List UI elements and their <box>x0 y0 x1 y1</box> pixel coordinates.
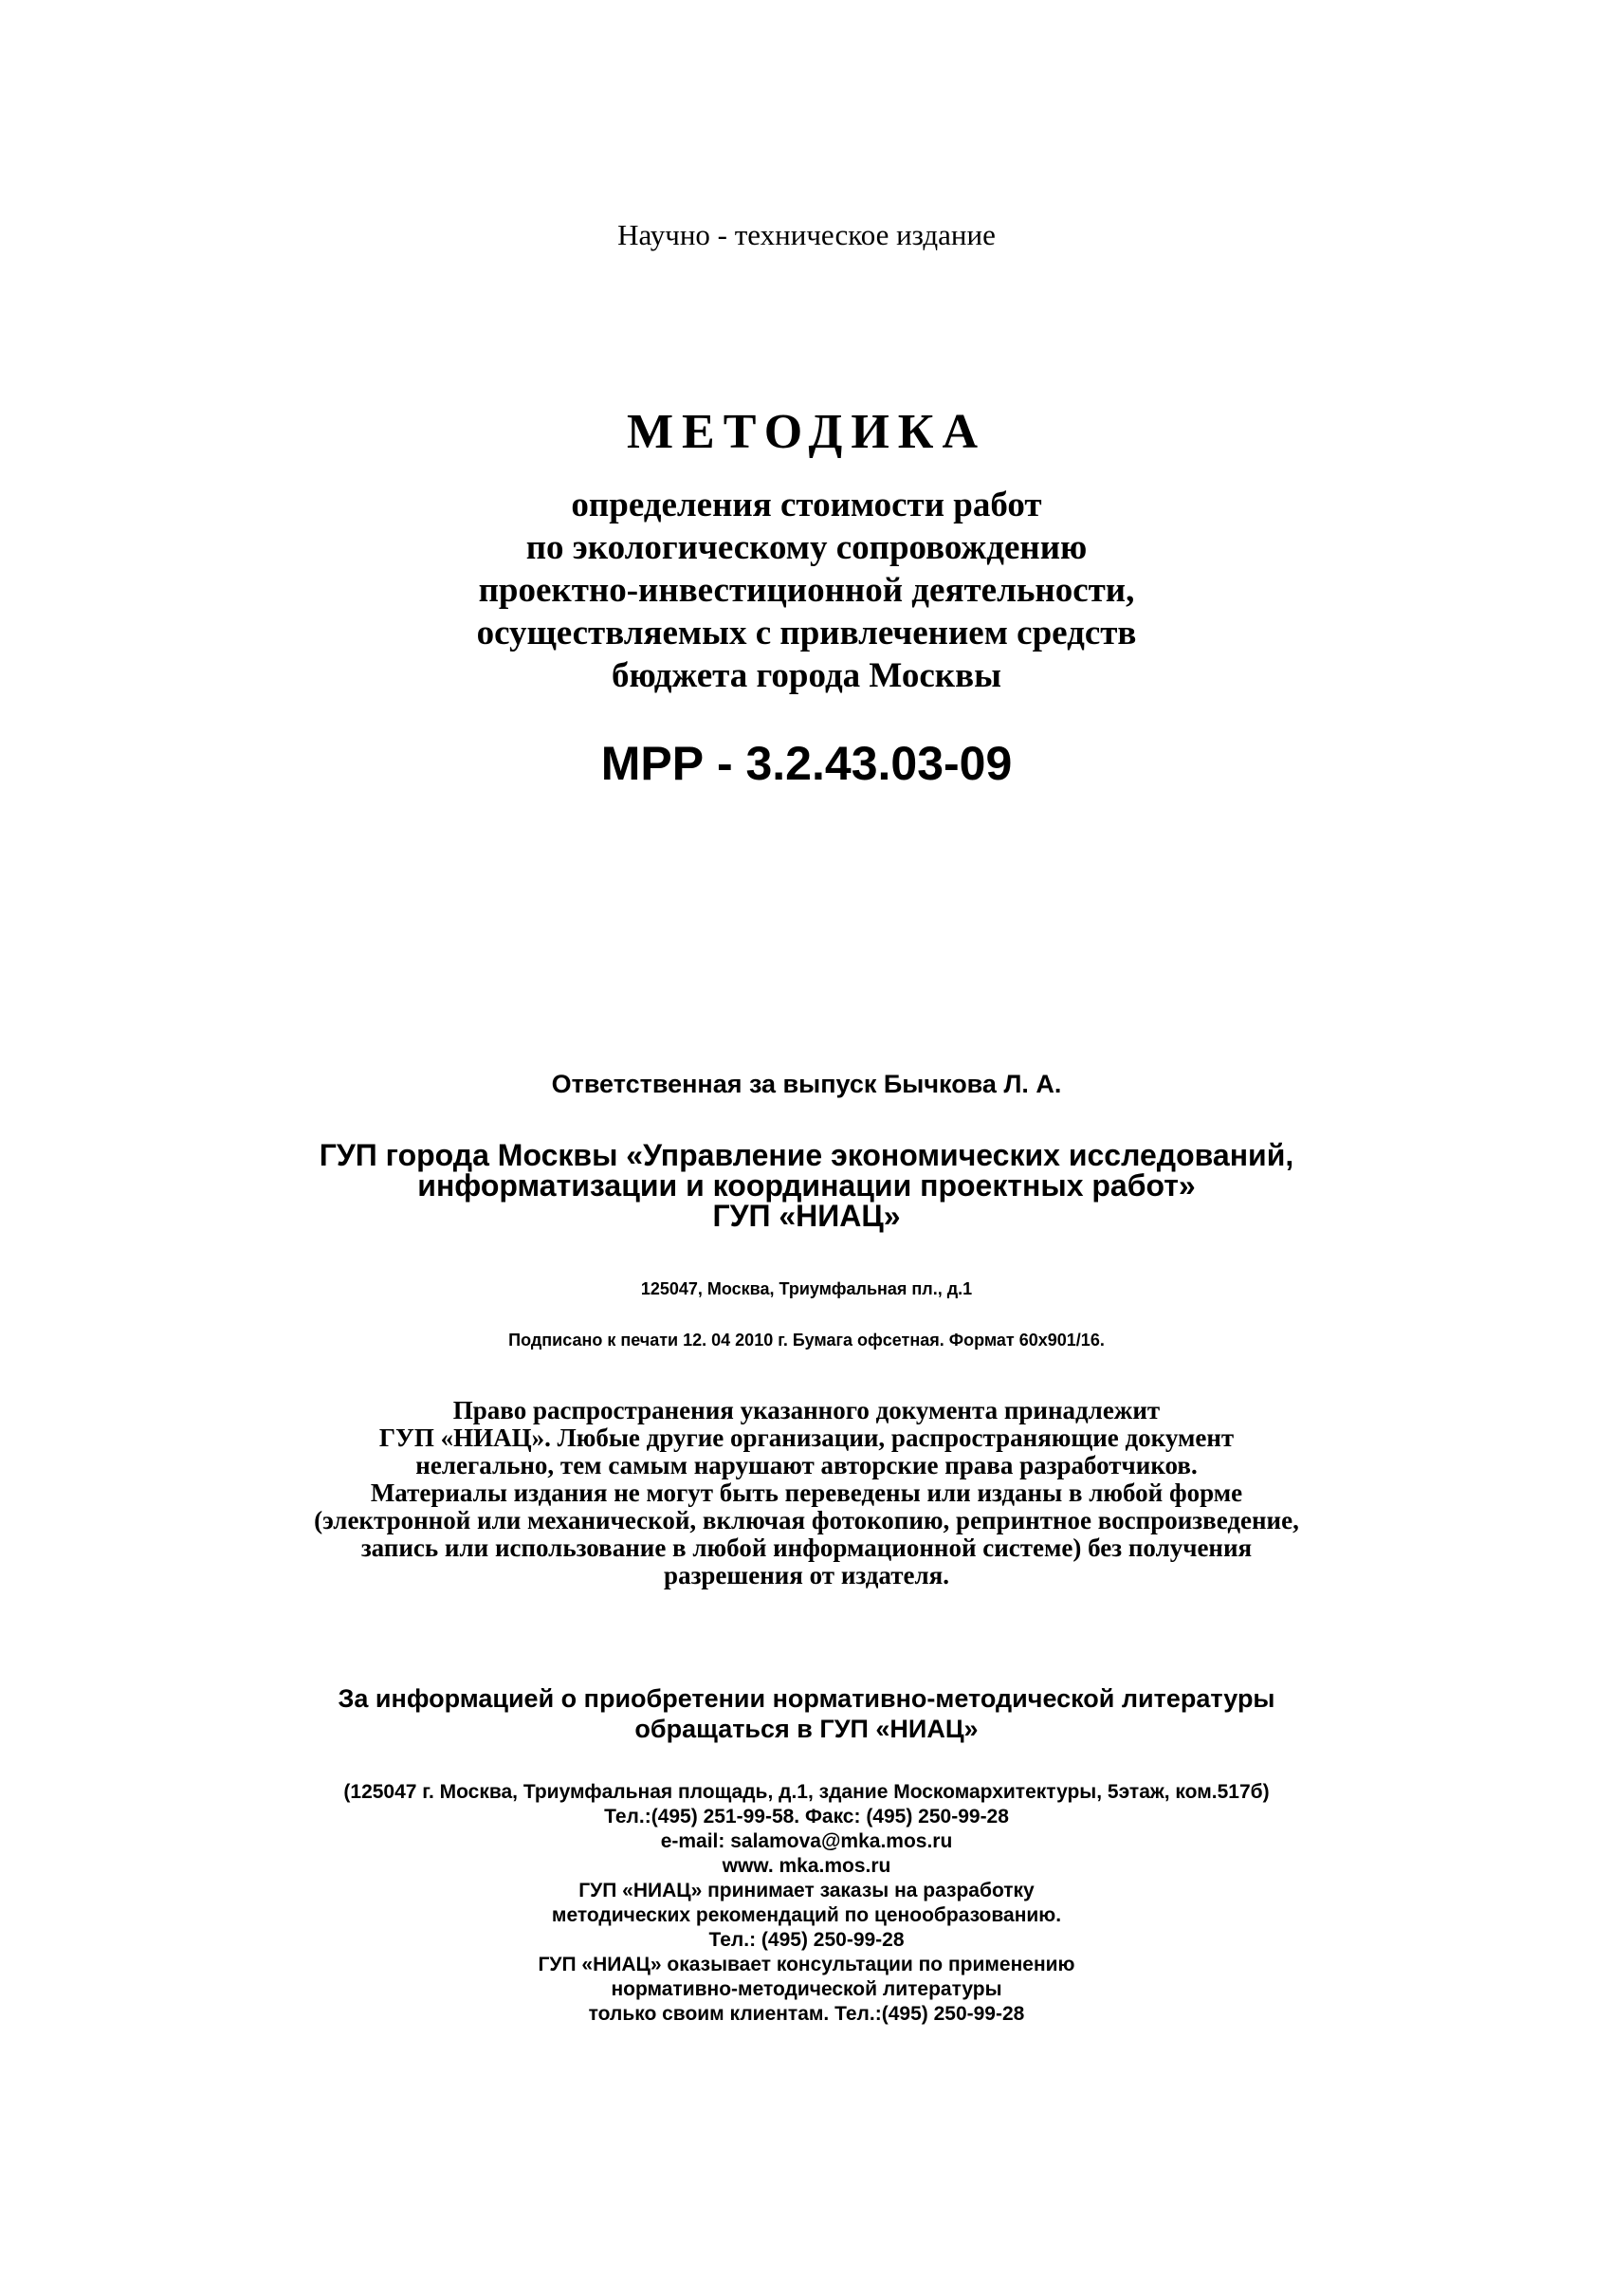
publisher-organization <box>0 1140 1613 1231</box>
copyright-line: разрешения от издателя. <box>664 1561 949 1589</box>
organization-line: ГУП «НИАЦ» <box>712 1199 901 1233</box>
organization-line: ГУП города Москвы «Управление экономических исследований, <box>319 1138 1294 1172</box>
contact-phone-fax: Тел.:(495) 251-99-58. Факс: (495) 250-99-28 <box>604 1806 1009 1828</box>
contact-address: (125047 г. Москва, Триумфальная площадь, д.1, здание Москомархитектуры, 5этаж, ком.517б) <box>343 1781 1270 1803</box>
contact-phone: только своим клиентам. Тел.:(495) 250-99-28 <box>588 2003 1025 2025</box>
publisher-address: 125047, Москва, Триумфальная пл., д.1 <box>640 1279 973 1298</box>
copyright-line: ГУП «НИАЦ». Любые другие организации, распространяющие документ <box>378 1424 1235 1452</box>
print-details: Подписано к печати 12. 04 2010 г. Бумага офсетная. Формат 60х901/16. <box>508 1331 1105 1350</box>
contact-line: нормативно-методической литературы <box>611 1978 1002 2000</box>
subtitle-line: проектно-инвестиционной деятельности, <box>478 571 1135 610</box>
subtitle-line: по экологическому сопровождению <box>525 528 1088 567</box>
document-title: МЕТОДИКА <box>626 405 987 459</box>
subtitle-line: осуществляемых с привлечением средств <box>476 614 1137 652</box>
copyright-line: нелегально, тем самым нарушают авторские права разработчиков. <box>415 1451 1198 1479</box>
copyright-line: (электронной или механической, включая фотокопию, репринтное воспроизведение, <box>314 1506 1299 1534</box>
copyright-notice <box>0 1397 1613 1589</box>
contact-email: e-mail: salamova@mka.mos.ru <box>660 1830 953 1852</box>
subtitle-line: определения стоимости работ <box>571 486 1042 524</box>
contact-line: ГУП «НИАЦ» оказывает консультации по применению <box>538 1954 1075 1975</box>
contact-website: www. mka.mos.ru <box>722 1855 891 1877</box>
edition-type: Научно - техническое издание <box>617 218 996 251</box>
info-line: За информацией о приобретении нормативно-методической литературы <box>338 1684 1275 1713</box>
organization-line: информатизации и координации проектных работ» <box>417 1168 1196 1203</box>
copyright-line: Право распространения указанного документа принадлежит <box>452 1396 1161 1424</box>
responsible-person: Ответственная за выпуск Бычкова Л. А. <box>551 1070 1062 1098</box>
info-line: обращаться в ГУП «НИАЦ» <box>634 1715 979 1743</box>
contact-details <box>0 1780 1613 2027</box>
contact-phone: Тел.: (495) 250-99-28 <box>708 1929 905 1951</box>
contact-line: методических рекомендаций по ценообразованию. <box>551 1904 1062 1926</box>
document-subtitle <box>0 484 1613 697</box>
copyright-line: Материалы издания не могут быть переведены или изданы в любой форме <box>370 1479 1243 1507</box>
document-code: МРР - 3.2.43.03-09 <box>600 737 1013 790</box>
purchase-info <box>0 1683 1613 1744</box>
subtitle-line: бюджета города Москвы <box>612 656 1001 695</box>
contact-line: ГУП «НИАЦ» принимает заказы на разработку <box>578 1880 1035 1901</box>
copyright-line: запись или использование в любой информационной системе) без получения <box>360 1534 1253 1562</box>
